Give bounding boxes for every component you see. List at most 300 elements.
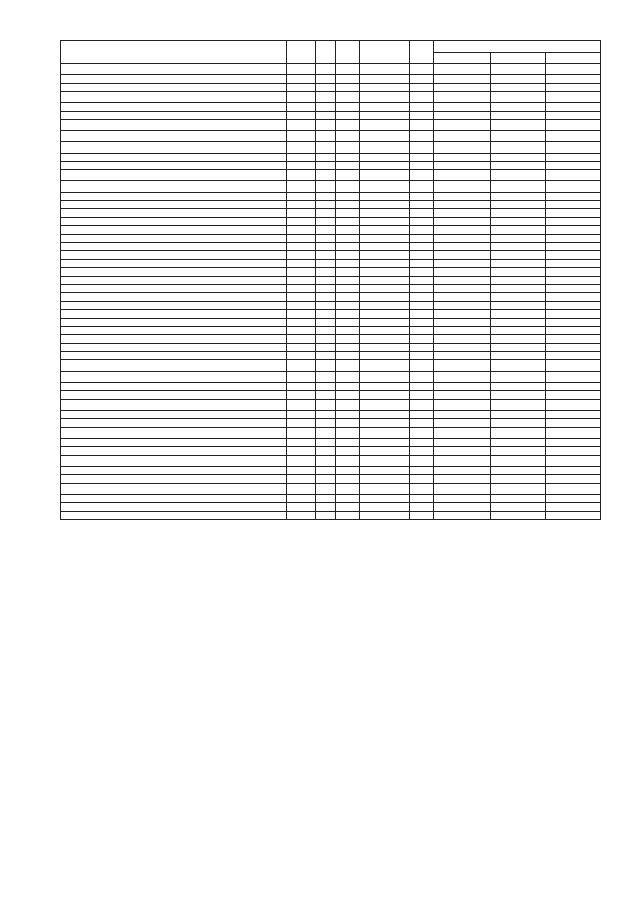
- row-year-2: [491, 511, 546, 519]
- row-section: [316, 181, 336, 192]
- row-year-1: [434, 153, 491, 161]
- row-section: [316, 234, 336, 242]
- row-year-2: [491, 201, 546, 209]
- row-section: [316, 391, 336, 399]
- row-name: [61, 142, 287, 153]
- row-name: [61, 103, 287, 111]
- row-target-item: [360, 326, 410, 334]
- row-target-item: [360, 153, 410, 161]
- row-name: [61, 83, 287, 91]
- row-subsection: [336, 343, 360, 351]
- row-ministry: [287, 511, 316, 519]
- row-ministry: [287, 466, 316, 474]
- row-section: [316, 153, 336, 161]
- row-year-3: [546, 268, 601, 276]
- row-name: [61, 352, 287, 360]
- row-year-1: [434, 419, 491, 427]
- row-year-2: [491, 153, 546, 161]
- row-year-3: [546, 371, 601, 382]
- row-ministry: [287, 119, 316, 130]
- row-year-2: [491, 284, 546, 292]
- row-ministry: [287, 284, 316, 292]
- row-expense-type: [410, 419, 434, 427]
- row-expense-type: [410, 310, 434, 318]
- row-subsection: [336, 447, 360, 455]
- row-subsection: [336, 511, 360, 519]
- row-ministry: [287, 371, 316, 382]
- row-ministry: [287, 494, 316, 502]
- row-year-3: [546, 234, 601, 242]
- row-year-1: [434, 209, 491, 217]
- row-section: [316, 494, 336, 502]
- row-name: [61, 91, 287, 102]
- row-target-item: [360, 91, 410, 102]
- row-year-3: [546, 75, 601, 83]
- row-section: [316, 511, 336, 519]
- row-year-2: [491, 209, 546, 217]
- row-section: [316, 192, 336, 200]
- row-ministry: [287, 427, 316, 438]
- row-expense-type: [410, 234, 434, 242]
- row-section: [316, 419, 336, 427]
- row-year-3: [546, 276, 601, 284]
- row-ministry: [287, 131, 316, 142]
- row-year-1: [434, 91, 491, 102]
- row-section: [316, 352, 336, 360]
- row-name: [61, 318, 287, 326]
- row-ministry: [287, 226, 316, 234]
- row-name: [61, 153, 287, 161]
- row-target-item: [360, 293, 410, 301]
- row-year-2: [491, 91, 546, 102]
- row-name: [61, 170, 287, 181]
- row-year-1: [434, 83, 491, 91]
- row-year-3: [546, 483, 601, 494]
- row-subsection: [336, 226, 360, 234]
- row-ministry: [287, 75, 316, 83]
- row-ministry: [287, 243, 316, 251]
- row-year-3: [546, 301, 601, 309]
- row-name: [61, 494, 287, 502]
- row-name: [61, 293, 287, 301]
- row-year-2: [491, 64, 546, 75]
- row-subsection: [336, 192, 360, 200]
- row-section: [316, 318, 336, 326]
- row-subsection: [336, 293, 360, 301]
- row-subsection: [336, 170, 360, 181]
- row-section: [316, 438, 336, 446]
- row-section: [316, 276, 336, 284]
- row-subsection: [336, 360, 360, 371]
- row-target-item: [360, 419, 410, 427]
- row-expense-type: [410, 259, 434, 267]
- row-name: [61, 475, 287, 483]
- row-target-item: [360, 181, 410, 192]
- row-subsection: [336, 382, 360, 390]
- row-target-item: [360, 494, 410, 502]
- row-year-1: [434, 503, 491, 511]
- row-year-3: [546, 310, 601, 318]
- header-target-item: [360, 41, 410, 64]
- row-ministry: [287, 475, 316, 483]
- row-expense-type: [410, 318, 434, 326]
- table-row: [61, 201, 601, 209]
- row-year-2: [491, 391, 546, 399]
- row-subsection: [336, 276, 360, 284]
- row-year-3: [546, 511, 601, 519]
- row-year-1: [434, 103, 491, 111]
- row-section: [316, 201, 336, 209]
- row-year-2: [491, 466, 546, 474]
- row-name: [61, 419, 287, 427]
- row-target-item: [360, 511, 410, 519]
- row-year-3: [546, 419, 601, 427]
- row-year-1: [434, 161, 491, 169]
- row-section: [316, 111, 336, 119]
- row-year-3: [546, 466, 601, 474]
- row-name: [61, 226, 287, 234]
- row-year-3: [546, 475, 601, 483]
- row-expense-type: [410, 226, 434, 234]
- row-expense-type: [410, 161, 434, 169]
- row-year-3: [546, 360, 601, 371]
- row-expense-type: [410, 181, 434, 192]
- row-expense-type: [410, 243, 434, 251]
- row-year-3: [546, 243, 601, 251]
- row-year-1: [434, 170, 491, 181]
- header-ministry: [287, 41, 316, 64]
- header-expense-type: [410, 41, 434, 64]
- row-year-3: [546, 201, 601, 209]
- row-target-item: [360, 475, 410, 483]
- row-year-2: [491, 293, 546, 301]
- row-year-1: [434, 234, 491, 242]
- row-year-3: [546, 192, 601, 200]
- row-year-1: [434, 259, 491, 267]
- table-row: [61, 83, 601, 91]
- row-year-1: [434, 111, 491, 119]
- row-year-2: [491, 119, 546, 130]
- row-section: [316, 382, 336, 390]
- row-year-3: [546, 427, 601, 438]
- row-section: [316, 268, 336, 276]
- row-year-2: [491, 75, 546, 83]
- row-year-2: [491, 192, 546, 200]
- row-year-3: [546, 161, 601, 169]
- table-row: [61, 103, 601, 111]
- row-target-item: [360, 217, 410, 225]
- row-name: [61, 119, 287, 130]
- header-year-3: [546, 53, 601, 64]
- table-row: [61, 511, 601, 519]
- row-expense-type: [410, 475, 434, 483]
- row-subsection: [336, 75, 360, 83]
- row-expense-type: [410, 209, 434, 217]
- table-row: [61, 234, 601, 242]
- row-year-1: [434, 335, 491, 343]
- row-subsection: [336, 427, 360, 438]
- row-subsection: [336, 142, 360, 153]
- row-year-2: [491, 352, 546, 360]
- row-year-2: [491, 360, 546, 371]
- row-year-2: [491, 251, 546, 259]
- row-section: [316, 360, 336, 371]
- row-subsection: [336, 326, 360, 334]
- row-section: [316, 447, 336, 455]
- table-row: [61, 301, 601, 309]
- row-year-1: [434, 410, 491, 418]
- row-expense-type: [410, 399, 434, 410]
- row-name: [61, 209, 287, 217]
- row-section: [316, 371, 336, 382]
- table-row: [61, 91, 601, 102]
- row-year-3: [546, 399, 601, 410]
- row-ministry: [287, 181, 316, 192]
- row-target-item: [360, 284, 410, 292]
- table-row: [61, 447, 601, 455]
- row-expense-type: [410, 284, 434, 292]
- row-year-3: [546, 447, 601, 455]
- row-year-1: [434, 64, 491, 75]
- row-year-3: [546, 343, 601, 351]
- row-year-2: [491, 335, 546, 343]
- row-section: [316, 301, 336, 309]
- table-row: [61, 293, 601, 301]
- row-ministry: [287, 83, 316, 91]
- row-ministry: [287, 64, 316, 75]
- row-name: [61, 427, 287, 438]
- row-year-1: [434, 438, 491, 446]
- row-ministry: [287, 399, 316, 410]
- row-name: [61, 511, 287, 519]
- row-ministry: [287, 293, 316, 301]
- row-year-1: [434, 427, 491, 438]
- row-expense-type: [410, 251, 434, 259]
- row-year-1: [434, 399, 491, 410]
- row-section: [316, 483, 336, 494]
- row-expense-type: [410, 371, 434, 382]
- row-ministry: [287, 301, 316, 309]
- row-expense-type: [410, 511, 434, 519]
- row-target-item: [360, 142, 410, 153]
- row-expense-type: [410, 201, 434, 209]
- table-row: [61, 64, 601, 75]
- row-year-2: [491, 103, 546, 111]
- table-row: [61, 382, 601, 390]
- row-year-3: [546, 226, 601, 234]
- budget-table: [60, 40, 601, 520]
- row-year-3: [546, 181, 601, 192]
- row-target-item: [360, 192, 410, 200]
- row-subsection: [336, 131, 360, 142]
- row-ministry: [287, 111, 316, 119]
- table-row: [61, 243, 601, 251]
- row-target-item: [360, 226, 410, 234]
- row-target-item: [360, 111, 410, 119]
- row-subsection: [336, 209, 360, 217]
- row-name: [61, 343, 287, 351]
- row-expense-type: [410, 360, 434, 371]
- row-year-2: [491, 483, 546, 494]
- row-year-1: [434, 318, 491, 326]
- row-ministry: [287, 335, 316, 343]
- table-row: [61, 276, 601, 284]
- row-subsection: [336, 494, 360, 502]
- row-expense-type: [410, 293, 434, 301]
- row-ministry: [287, 438, 316, 446]
- row-target-item: [360, 64, 410, 75]
- row-year-1: [434, 483, 491, 494]
- row-subsection: [336, 352, 360, 360]
- row-year-2: [491, 226, 546, 234]
- row-target-item: [360, 399, 410, 410]
- row-target-item: [360, 170, 410, 181]
- row-year-3: [546, 142, 601, 153]
- row-subsection: [336, 483, 360, 494]
- row-year-2: [491, 455, 546, 466]
- row-target-item: [360, 483, 410, 494]
- row-subsection: [336, 259, 360, 267]
- row-target-item: [360, 382, 410, 390]
- row-expense-type: [410, 343, 434, 351]
- table-row: [61, 268, 601, 276]
- row-subsection: [336, 251, 360, 259]
- row-target-item: [360, 466, 410, 474]
- row-year-1: [434, 276, 491, 284]
- row-name: [61, 410, 287, 418]
- row-section: [316, 335, 336, 343]
- row-expense-type: [410, 91, 434, 102]
- row-expense-type: [410, 503, 434, 511]
- row-name: [61, 217, 287, 225]
- row-year-2: [491, 243, 546, 251]
- row-section: [316, 142, 336, 153]
- row-section: [316, 161, 336, 169]
- row-year-3: [546, 251, 601, 259]
- row-subsection: [336, 410, 360, 418]
- row-target-item: [360, 447, 410, 455]
- row-name: [61, 438, 287, 446]
- row-year-2: [491, 131, 546, 142]
- row-section: [316, 343, 336, 351]
- row-year-1: [434, 371, 491, 382]
- row-year-3: [546, 119, 601, 130]
- row-subsection: [336, 243, 360, 251]
- row-year-2: [491, 399, 546, 410]
- row-section: [316, 410, 336, 418]
- row-subsection: [336, 310, 360, 318]
- row-ministry: [287, 326, 316, 334]
- row-year-3: [546, 103, 601, 111]
- row-target-item: [360, 251, 410, 259]
- row-name: [61, 259, 287, 267]
- row-section: [316, 251, 336, 259]
- table-row: [61, 217, 601, 225]
- row-year-2: [491, 410, 546, 418]
- table-row: [61, 161, 601, 169]
- row-expense-type: [410, 192, 434, 200]
- row-ministry: [287, 447, 316, 455]
- table-row: [61, 419, 601, 427]
- row-subsection: [336, 284, 360, 292]
- row-expense-type: [410, 410, 434, 418]
- row-year-3: [546, 131, 601, 142]
- row-year-1: [434, 293, 491, 301]
- row-year-1: [434, 131, 491, 142]
- row-target-item: [360, 276, 410, 284]
- row-year-1: [434, 326, 491, 334]
- row-subsection: [336, 371, 360, 382]
- row-name: [61, 181, 287, 192]
- row-year-1: [434, 466, 491, 474]
- row-name: [61, 371, 287, 382]
- row-expense-type: [410, 438, 434, 446]
- table-row: [61, 119, 601, 130]
- row-target-item: [360, 75, 410, 83]
- row-year-2: [491, 234, 546, 242]
- row-expense-type: [410, 335, 434, 343]
- row-target-item: [360, 103, 410, 111]
- table-row: [61, 181, 601, 192]
- row-expense-type: [410, 483, 434, 494]
- row-name: [61, 276, 287, 284]
- table-row: [61, 427, 601, 438]
- row-expense-type: [410, 170, 434, 181]
- row-target-item: [360, 201, 410, 209]
- row-target-item: [360, 335, 410, 343]
- row-year-3: [546, 153, 601, 161]
- row-ministry: [287, 153, 316, 161]
- row-year-1: [434, 310, 491, 318]
- row-year-3: [546, 111, 601, 119]
- table-row: [61, 131, 601, 142]
- row-section: [316, 284, 336, 292]
- row-expense-type: [410, 217, 434, 225]
- row-name: [61, 301, 287, 309]
- row-ministry: [287, 259, 316, 267]
- row-subsection: [336, 399, 360, 410]
- row-expense-type: [410, 455, 434, 466]
- row-ministry: [287, 419, 316, 427]
- row-year-2: [491, 438, 546, 446]
- table-row: [61, 391, 601, 399]
- row-year-2: [491, 170, 546, 181]
- row-year-2: [491, 142, 546, 153]
- table-body: [61, 64, 601, 520]
- row-section: [316, 259, 336, 267]
- row-name: [61, 483, 287, 494]
- row-year-1: [434, 343, 491, 351]
- row-year-1: [434, 201, 491, 209]
- row-name: [61, 391, 287, 399]
- row-ministry: [287, 103, 316, 111]
- table-row: [61, 284, 601, 292]
- row-year-1: [434, 268, 491, 276]
- row-section: [316, 119, 336, 130]
- row-ministry: [287, 360, 316, 371]
- row-year-1: [434, 382, 491, 390]
- row-expense-type: [410, 119, 434, 130]
- row-subsection: [336, 91, 360, 102]
- row-expense-type: [410, 301, 434, 309]
- row-name: [61, 201, 287, 209]
- row-year-3: [546, 83, 601, 91]
- row-name: [61, 192, 287, 200]
- row-expense-type: [410, 326, 434, 334]
- row-year-2: [491, 447, 546, 455]
- row-name: [61, 310, 287, 318]
- row-target-item: [360, 410, 410, 418]
